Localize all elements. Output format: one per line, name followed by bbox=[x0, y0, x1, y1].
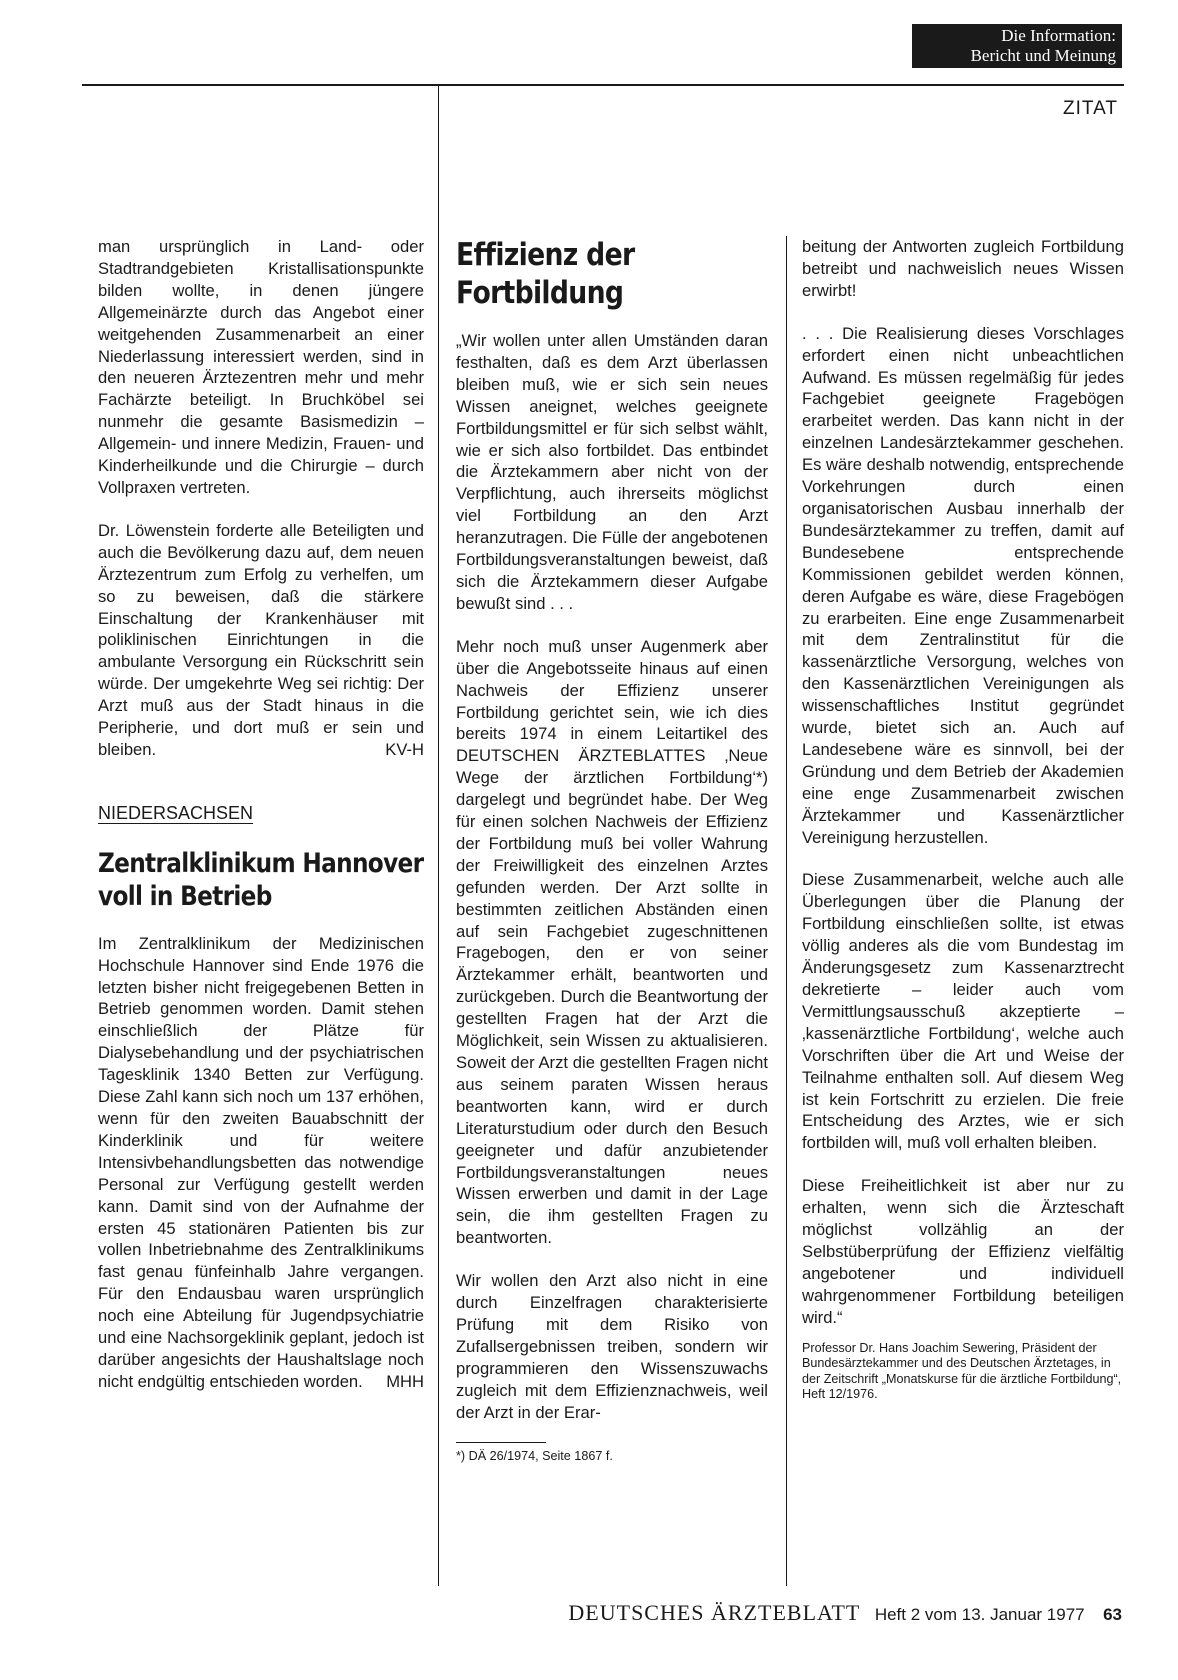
page-number: 63 bbox=[1103, 1605, 1122, 1624]
paragraph bbox=[98, 933, 424, 1393]
rubric-line-2: Bericht und Meinung bbox=[970, 46, 1116, 65]
quote-attribution: Professor Dr. Hans Joachim Sewering, Präsident der Bundesärztekammer und des Deutschen Ärztetages, in der Zeitschrift „Monatskurse für die ärztliche Fortbildung“, Heft 12/1976. bbox=[802, 1340, 1122, 1402]
rubric-box bbox=[912, 24, 1122, 68]
paragraph: Mehr noch muß unser Augenmerk aber über die Angebotsseite hinaus auf einen Nachweis der Effizienz unserer Fortbildung gerichtet sein, wie ich dies bereits 1974 in einem Leitartikel des DEUTSCHEN ÄRZTEBLATTES ‚Neue Wege der ärztlichen Fortbildung‘*) dargelegt und begründet habe. Der Weg für einen solchen Nachweis der Effizienz der Fortbildung muß bei voller Wahrung der Freiwilligkeit des einzelnen Arztes gefunden werden. Der Arzt sollte in bestimmten zeitlichen Abständen einen auf sein Fachgebiet zugeschnittenen Fragebogen, den er von seiner Ärztekammer erhält, beantworten und zurückgeben. Durch die Beantwortung der gestellten Fragen hat der Arzt die Möglichkeit, sein Wissen zu aktualisieren. Soweit der Arzt die gestellten Fragen nicht aus seinem paraten Wissen heraus beantworten kann, wird er durch Literaturstudium oder durch den Besuch geeigneter und dafür anzubietender Fortbildungsveranstaltungen neues Wissen erwerben und damit in der Lage sein, die ihm gestellten Fragen zu beantworten. bbox=[456, 636, 768, 1248]
paragraph: . . . Die Realisierung dieses Vorschlages erfordert einen nicht unbeachtlichen Aufwand. Es müssen regelmäßig für jedes Fachgebiet geeignete Fragebögen erarbeitet werden. Das kann nicht in der einzelnen Landesärztekammer geschehen. Es wäre deshalb notwendig, entsprechende Vorkehrungen durch einen organisatorischen Ausbau innerhalb der Bundesärztekammer zu treffen, damit auf Bundesebene entsprechende Kommissionen gebildet werden können, deren Aufgabe es wäre, diese Fragebögen zu erarbeiten. Eine enge Zusammenarbeit mit dem Zentralinstitut für die kassenärztliche Versorgung, welches von den Kassenärztlichen Vereinigungen als wissenschaftliches Institut gegründet wurde, bietet sich an. Auch auf Landesebene wäre es sinnvoll, bei der Gründung und dem Betrieb der Akademien eine enge Zusammenarbeit zwischen Ärztekammer und Kassenärztlicher Vereinigung herzustellen. bbox=[802, 323, 1124, 847]
journal-name: DEUTSCHES ÄRZTEBLATT bbox=[568, 1600, 861, 1625]
paragraph-text: Im Zentralklinikum der Medizinischen Hochschule Hannover sind Ende 1976 die letzten bisher nicht freigegebenen Betten in Betrieb genommen worden. Damit stehen einschließlich der Plätze für Dialysebehandlung und der psychiatrischen Tagesklinik 1340 Betten zur Verfügung. Diese Zahl kann sich noch um 137 erhöhen, wenn für den zweiten Bauabschnitt der Kinderklinik und für weitere Intensivbehandlungsbetten das notwendige Personal zur Verfügung gestellt werden kann. Damit sind von der Aufnahme der ersten 45 stationären Patienten bis zur vollen Inbetriebnahme des Zentralklinikums fast genau fünfeinhalb Jahre vergangen. Für den Endausbau waren ursprünglich noch eine Abteilung für Jugendpsychiatrie und eine Nachsorgeklinik geplant, jedoch ist darüber angesichts der Haushaltslage noch nicht endgültig entschieden worden. bbox=[98, 933, 424, 1391]
top-rule bbox=[82, 84, 1124, 86]
paragraph: Diese Zusammenarbeit, welche auch alle Überlegungen über die Planung der Fortbildung einschließen sollte, ist etwas völlig anderes als die vom Bundestag im Änderungsgesetz zum Kassenarztrecht dekretierte – leider auch vom Vermittlungsausschuß akzeptierte – ‚kassenärztliche Fortbildung‘, welche auch Vorschriften über die Art und Weise der Teilnahme enthalten soll. Auf diesem Weg ist kein Fortschritt zu erzielen. Die freie Entscheidung des Arztes, wie er sich fortbilden will, muß voll erhalten bleiben. bbox=[802, 870, 1124, 1153]
footnote: *) DÄ 26/1974, Seite 1867 f. bbox=[456, 1448, 613, 1463]
author-signature: KV-H bbox=[385, 739, 424, 759]
section-label: NIEDERSACHSEN bbox=[98, 802, 254, 823]
column-divider-1 bbox=[438, 86, 439, 1586]
rubric-line-1: Die Information: bbox=[1001, 26, 1116, 45]
author-signature: MHH bbox=[386, 1371, 424, 1391]
column-left bbox=[98, 236, 424, 1393]
article-headline: Effizienz der Fortbildung bbox=[456, 237, 635, 311]
paragraph: man ursprünglich in Land- oder Stadtrandgebieten Kristallisationspunkte bilden wollte, in denen jüngere Allgemeinärzte durch das Angebot einer weitgehenden Zusammenarbeit an einer Niederlassung interessiert werden, sind in den neueren Ärztezentren mehr und mehr Fachärzte beteiligt. In Bruchköbel sei nunmehr die gesamte Basismedizin – Allgemein- und innere Medizin, Frauen- und Kinderheilkunde und die Chirurgie – durch Vollpraxen vertreten. bbox=[98, 237, 424, 497]
column-divider-2 bbox=[786, 236, 787, 1586]
paragraph bbox=[98, 520, 424, 761]
article-headline: Zentralklinikum Hannover voll in Betrieb bbox=[98, 847, 424, 912]
paragraph: beitung der Antworten zugleich Fortbildung betreibt und nachweislich neues Wissen erwirbt! bbox=[802, 237, 1124, 300]
footnote-rule bbox=[456, 1442, 546, 1443]
section-tag: ZITAT bbox=[1063, 98, 1118, 119]
column-right bbox=[802, 236, 1124, 1403]
page-footer bbox=[500, 1600, 1122, 1626]
issue-info: Heft 2 vom 13. Januar 1977 bbox=[874, 1605, 1085, 1624]
paragraph-text: Dr. Löwenstein forderte alle Beteiligten und auch die Bevölkerung dazu auf, dem neuen Ärztezentrum zum Erfolg zu verhelfen, um so zu beweisen, daß die stärkere Einschaltung der Krankenhäuser mit poliklinischen Einrichtungen in die ambulante Versorgung ein Rückschritt sein würde. Der umgekehrte Weg sei richtig: Der Arzt muß aus der Stadt hinaus in die Peripherie, und dort muß er sein und bleiben. bbox=[98, 520, 424, 759]
paragraph: Wir wollen den Arzt also nicht in eine durch Einzelfragen charakterisierte Prüfung mit dem Risiko von Zufallsergebnissen treiben, sondern wir programmieren den Wissenszuwachs zugleich mit dem Effizienznachweis, weil der Arzt in der Erar- bbox=[456, 1271, 768, 1422]
paragraph: Diese Freiheitlichkeit ist aber nur zu erhalten, wenn sich die Ärzteschaft möglichst vollzählig an der Selbstüberprüfung der Effizienz vielfältig angebotener und individuell wahrgenommener Fortbildung beteiligen wird.“ bbox=[802, 1176, 1124, 1327]
column-middle bbox=[456, 236, 768, 1464]
paragraph: „Wir wollen unter allen Umständen daran festhalten, daß es dem Arzt überlassen bleiben muß, wie er sich sein neues Wissen aneignet, welches geeignete Fortbildungsmittel er für sich selbst wählt, wie er sich also fortbildet. Das entbindet die Ärztekammern aber nicht von der Verpflichtung, auch ihrerseits möglichst viel Fortbildung an den Arzt heranzutragen. Die Fülle der angebotenen Fortbildungsveranstaltungen beweist, daß sich die Ärztekammern dieser Aufgabe bewußt sind . . . bbox=[456, 331, 768, 613]
